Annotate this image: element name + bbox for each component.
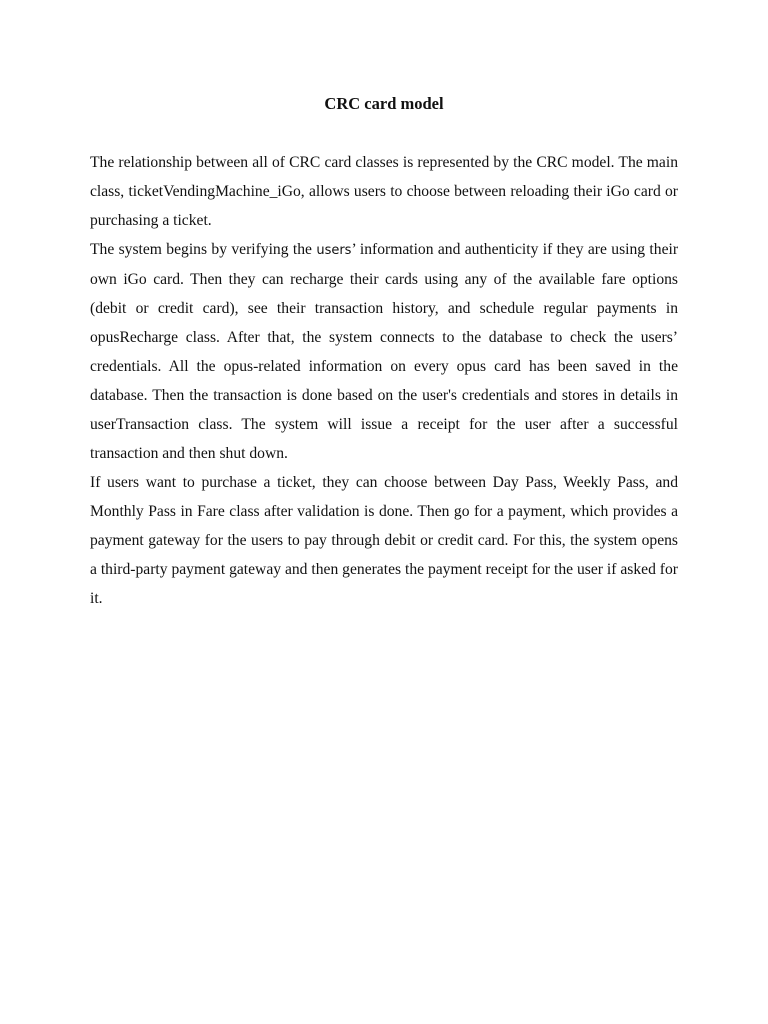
users-word: users [316, 243, 352, 258]
paragraph-ticket-purchase: If users want to purchase a ticket, they can choose between Day Pass, Weekly Pass, and Monthly Pass in Fare class after validation is done. Then go for a payment, which provides a payment gateway for the users to pay through debit or credit card. For this, the system opens a third-party payment gateway and then generates the payment receipt for the user if asked for it. [90, 474, 678, 607]
document-title: CRC card model [324, 94, 444, 113]
paragraph-system-process-start: The system begins by verifying the [90, 241, 317, 258]
paragraph-system-process [90, 235, 678, 468]
document-body [90, 148, 678, 613]
paragraph-system-process-rest: ’ information and authenticity if they are using their own iGo card. Then they can recharge their cards using any of the available fare options (debit or credit card), see their transaction history, and schedule regular payments in opusRecharge class. After that, the system connects to the database to check the users’ credentials. All the opus-related information on every opus card has been saved in the database. Then the transaction is done based on the user's credentials and stores in details in userTransaction class. The system will issue a receipt for the user after a successful transaction and then shut down. [90, 241, 679, 462]
paragraph-intro: The relationship between all of CRC card classes is represented by the CRC model. The main class, ticketVendingMachine_iGo, allows users to choose between reloading their iGo card or purchasing a ticket. [90, 154, 678, 229]
